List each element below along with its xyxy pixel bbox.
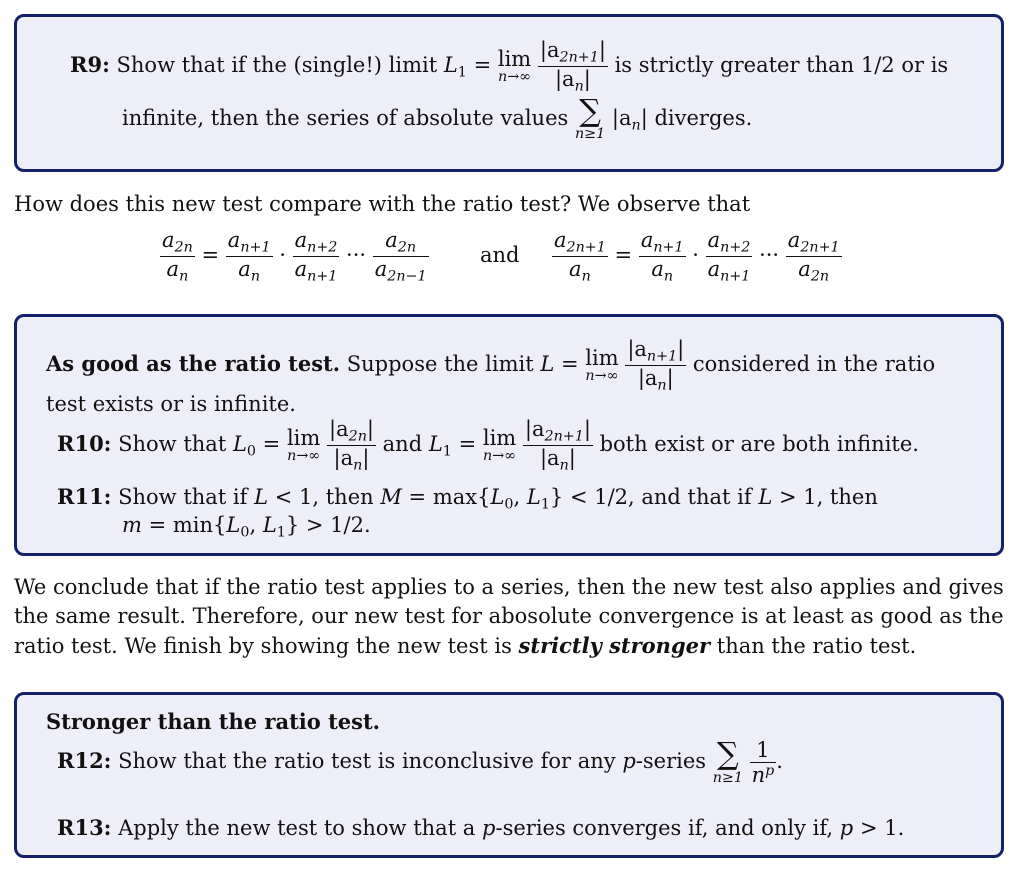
r12-sum: ∑ n≥1 bbox=[712, 737, 743, 786]
good-title: As good as the ratio test. bbox=[46, 350, 341, 376]
r9-sum: ∑ n≥1 bbox=[574, 94, 606, 143]
equation-even: $\frac{a_{2n}}{a_n}$ = $\frac{a_{n+1}}{a_n}$ · $\frac{a_{n+2}}{a_{n+1}}$ ··· $\frac{a_{2n}}{a_{2n-1}}$ bbox=[162, 228, 427, 285]
r11-line-1: R11: Show that if L < 1, then $M = \max\{L_0$, $L_1\} < 1/2$, and that if L > 1, then bbox=[57, 484, 878, 513]
paragraph-compare: How does this new test compare with the ratio test? We observe that bbox=[14, 192, 751, 216]
r9-line-1: R9: Show that if the (single!) limit $L_1$ = lim n→∞ $\frac{|a_{2n+1}|}{|a_n|}$ is strictly greater than 1/2 or is bbox=[70, 38, 949, 95]
r11-line-2: $m = \min\{L_0$, $L_1\} > 1/2$. bbox=[122, 513, 371, 541]
r10-label: R10: bbox=[57, 430, 112, 456]
r9-line-2: infinite, then the series of absolute values ∑ n≥1 $|a_n|$ diverges. bbox=[122, 94, 753, 143]
paragraph-conclusion-3: ratio test. We finish by showing the new test is strictly stronger than the ratio test. bbox=[14, 633, 917, 658]
r9-text-2: is strictly greater than 1/2 or is bbox=[614, 52, 949, 77]
strong-title: Stronger than the ratio test. bbox=[46, 709, 380, 734]
r9-text-1: Show that if the (single!) limit bbox=[116, 52, 438, 77]
r12-line: R12: Show that the ratio test is inconclusive for any p-series ∑ n≥1 $\frac{1}{n^p}$ . bbox=[57, 737, 783, 788]
good-line-1: As good as the ratio test. Suppose the limit L = lim n→∞ $\frac{|a_{n+1}|}{|a_n|}$ considered in the ratio bbox=[46, 337, 936, 394]
r9-fraction: $\frac{|a_{2n+1}|}{|a_n|}$ bbox=[539, 38, 606, 95]
r9-text-4: diverges. bbox=[654, 105, 753, 130]
good-line-2: test exists or is infinite. bbox=[46, 392, 296, 416]
r13-label: R13: bbox=[57, 815, 112, 840]
r11-label: R11: bbox=[57, 484, 112, 509]
emphasis-strictly-stronger: strictly stronger bbox=[518, 633, 711, 658]
r13-line: R13: Apply the new test to show that a p-series converges if, and only if, p > 1. bbox=[57, 815, 905, 840]
r10-line: R10: Show that $L_0$ = lim n→∞ $\frac{|a_{2n}|}{|a_n|}$ and $L_1$ = lim n→∞ $\frac{|a_{2n+1}|}{|a_n|}$ both exist or are both infinite. bbox=[57, 417, 919, 474]
r12-fraction: $\frac{1}{n^p}$ bbox=[751, 738, 775, 788]
r9-text-3: infinite, then the series of absolute values bbox=[122, 105, 569, 130]
r12-label: R12: bbox=[57, 748, 112, 774]
equation-odd: $\frac{a_{2n+1}}{a_n}$ = $\frac{a_{n+1}}{a_n}$ · $\frac{a_{n+2}}{a_{n+1}}$ ··· $\frac{a_{2n+1}}{a_{2n}}$ bbox=[554, 228, 840, 285]
r9-label: R9: bbox=[70, 51, 110, 77]
equation-and: and bbox=[480, 243, 520, 267]
r9-limit: lim n→∞ bbox=[497, 46, 532, 85]
paragraph-conclusion-2: the same result. Therefore, our new test for abosolute convergence is at least as good as the bbox=[14, 604, 1004, 628]
paragraph-conclusion-1: We conclude that if the ratio test applies to a series, then the new test also applies and gives bbox=[14, 575, 1004, 599]
